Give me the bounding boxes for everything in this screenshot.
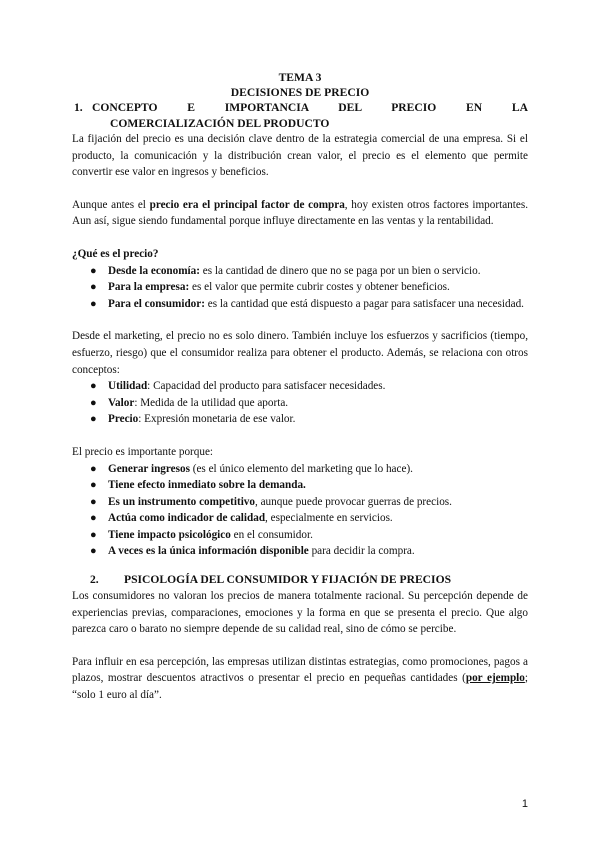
bullet-icon: ●: [90, 264, 97, 277]
paragraph-2-after: , hoy existen otros factores importantes. Aun así, sigue siendo fundamental porque influye directamente en las ventas y la rentabilidad.: [72, 198, 528, 228]
list-item: [72, 263, 528, 280]
section-1-title-line1: CONCEPTO E IMPORTANCIA DEL PRECIO EN LA: [92, 101, 528, 114]
paragraph-1: La fijación del precio es una decisión clave dentro de la estrategia comercial de una empresa. Si el producto, la comunicación y la distribución crean valor, el precio es el elemento que permite convertir ese valor en ingresos y beneficios.: [72, 133, 528, 179]
paragraph-6: [72, 654, 528, 704]
paragraph-3: Desde el marketing, el precio no es solo dinero. También incluye los esfuerzos y sacrificios (tiempo, esfuerzo, riesgo) que el consumidor realiza para obtener el producto. Además, se relaciona con otros conceptos:: [72, 330, 528, 376]
bullet-icon: ●: [90, 413, 97, 426]
list-item: [72, 411, 528, 428]
list-item: [72, 527, 528, 544]
list-item: [72, 378, 528, 395]
list-item-text: es el valor que permite cubrir costes y obtener beneficios.: [189, 281, 450, 294]
paragraph-6-example: por ejemplo: [465, 672, 525, 685]
list-item-text: : Medida de la utilidad que aporta.: [134, 396, 289, 409]
definition-list: [72, 263, 528, 313]
list-item-text: para decidir la compra.: [308, 545, 415, 558]
bullet-icon: ●: [90, 396, 97, 409]
bullet-icon: ●: [90, 380, 97, 393]
paragraph-4: El precio es importante porque:: [72, 445, 214, 458]
list-item-text: es la cantidad que está dispuesto a pagar para satisfacer una necesidad.: [204, 297, 524, 310]
question-heading: ¿Qué es el precio?: [72, 247, 159, 260]
paragraph-6-after: ; “solo 1 euro al día”.: [72, 672, 528, 702]
bullet-icon: ●: [90, 495, 97, 508]
list-item-text: (es el único elemento del marketing que lo hace).: [189, 462, 413, 475]
list-item: [72, 395, 528, 412]
list-item-text: , especialmente en servicios.: [265, 512, 393, 525]
bullet-icon: ●: [90, 297, 97, 310]
bullet-icon: ●: [90, 281, 97, 294]
list-item-text: : Capacidad del producto para satisfacer necesidades.: [147, 380, 386, 393]
list-item-bold: Para la empresa:: [108, 281, 190, 294]
section-1-title-line2: COMERCIALIZACIÓN DEL PRODUCTO: [110, 117, 330, 130]
bullet-icon: ●: [90, 462, 97, 475]
list-item-bold: Para el consumidor:: [108, 297, 205, 310]
document-title: DECISIONES DE PRECIO: [230, 86, 370, 99]
list-item-bold: Es un instrumento competitivo: [108, 495, 255, 508]
list-item-text: en el consumidor.: [230, 528, 313, 541]
reasons-list: [72, 461, 528, 561]
section-2-number: 2.: [90, 573, 99, 587]
section-2-title: PSICOLOGÍA DEL CONSUMIDOR Y FIJACIÓN DE PRECIOS: [124, 573, 452, 587]
section-1-heading: [72, 100, 528, 116]
list-item-bold: Desde la economía:: [108, 264, 200, 277]
list-item-bold: Tiene impacto psicológico: [108, 528, 231, 541]
section-1-number: 1.: [74, 101, 83, 114]
bullet-icon: ●: [90, 479, 97, 492]
paragraph-2-before: Aunque antes el: [72, 198, 150, 211]
list-item-bold: Actúa como indicador de calidad: [108, 512, 266, 525]
section-2-heading: [72, 572, 528, 588]
paragraph-6-before: Para influir en esa percepción, las empresas utilizan distintas estrategias, como promociones, pagos a plazos, mostrar descuentos atractivos o presentar el precio en pequeñas cantidades (: [72, 655, 528, 685]
list-item-bold: Precio: [108, 413, 139, 426]
list-item: [72, 296, 528, 313]
document-tema: TEMA 3: [278, 71, 322, 84]
list-item-text: : Expresión monetaria de ese valor.: [138, 413, 296, 426]
list-item: [72, 543, 528, 560]
list-item: [72, 461, 528, 478]
list-item-text: es la cantidad de dinero que no se paga por un bien o servicio.: [199, 264, 481, 277]
concept-list: [72, 378, 528, 428]
list-item: [72, 510, 528, 527]
bullet-icon: ●: [90, 528, 97, 541]
list-item: [72, 494, 528, 511]
list-item: [72, 477, 528, 494]
list-item-bold: Tiene efecto inmediato sobre la demanda.: [108, 479, 306, 492]
list-item: [72, 279, 528, 296]
paragraph-2-bold: precio era el principal factor de compra: [149, 198, 345, 211]
list-item-bold: A veces es la única información disponible: [108, 545, 309, 558]
list-item-bold: Generar ingresos: [108, 462, 190, 475]
paragraph-2: [72, 197, 528, 230]
list-item-bold: Utilidad: [108, 380, 148, 393]
bullet-icon: ●: [90, 545, 97, 558]
bullet-icon: ●: [90, 512, 97, 525]
list-item-text: , aunque puede provocar guerras de precios.: [255, 495, 452, 508]
page-number: 1: [521, 798, 528, 810]
list-item-bold: Valor: [108, 396, 135, 409]
document-page: [72, 70, 528, 704]
paragraph-5: Los consumidores no valoran los precios de manera totalmente racional. Su percepción depende de experiencias previas, comparaciones, emociones y la forma en que se presenta el precio. Que algo parezca caro o barato no siempre depende de su calidad real, sino de cómo se percibe.: [72, 590, 528, 636]
